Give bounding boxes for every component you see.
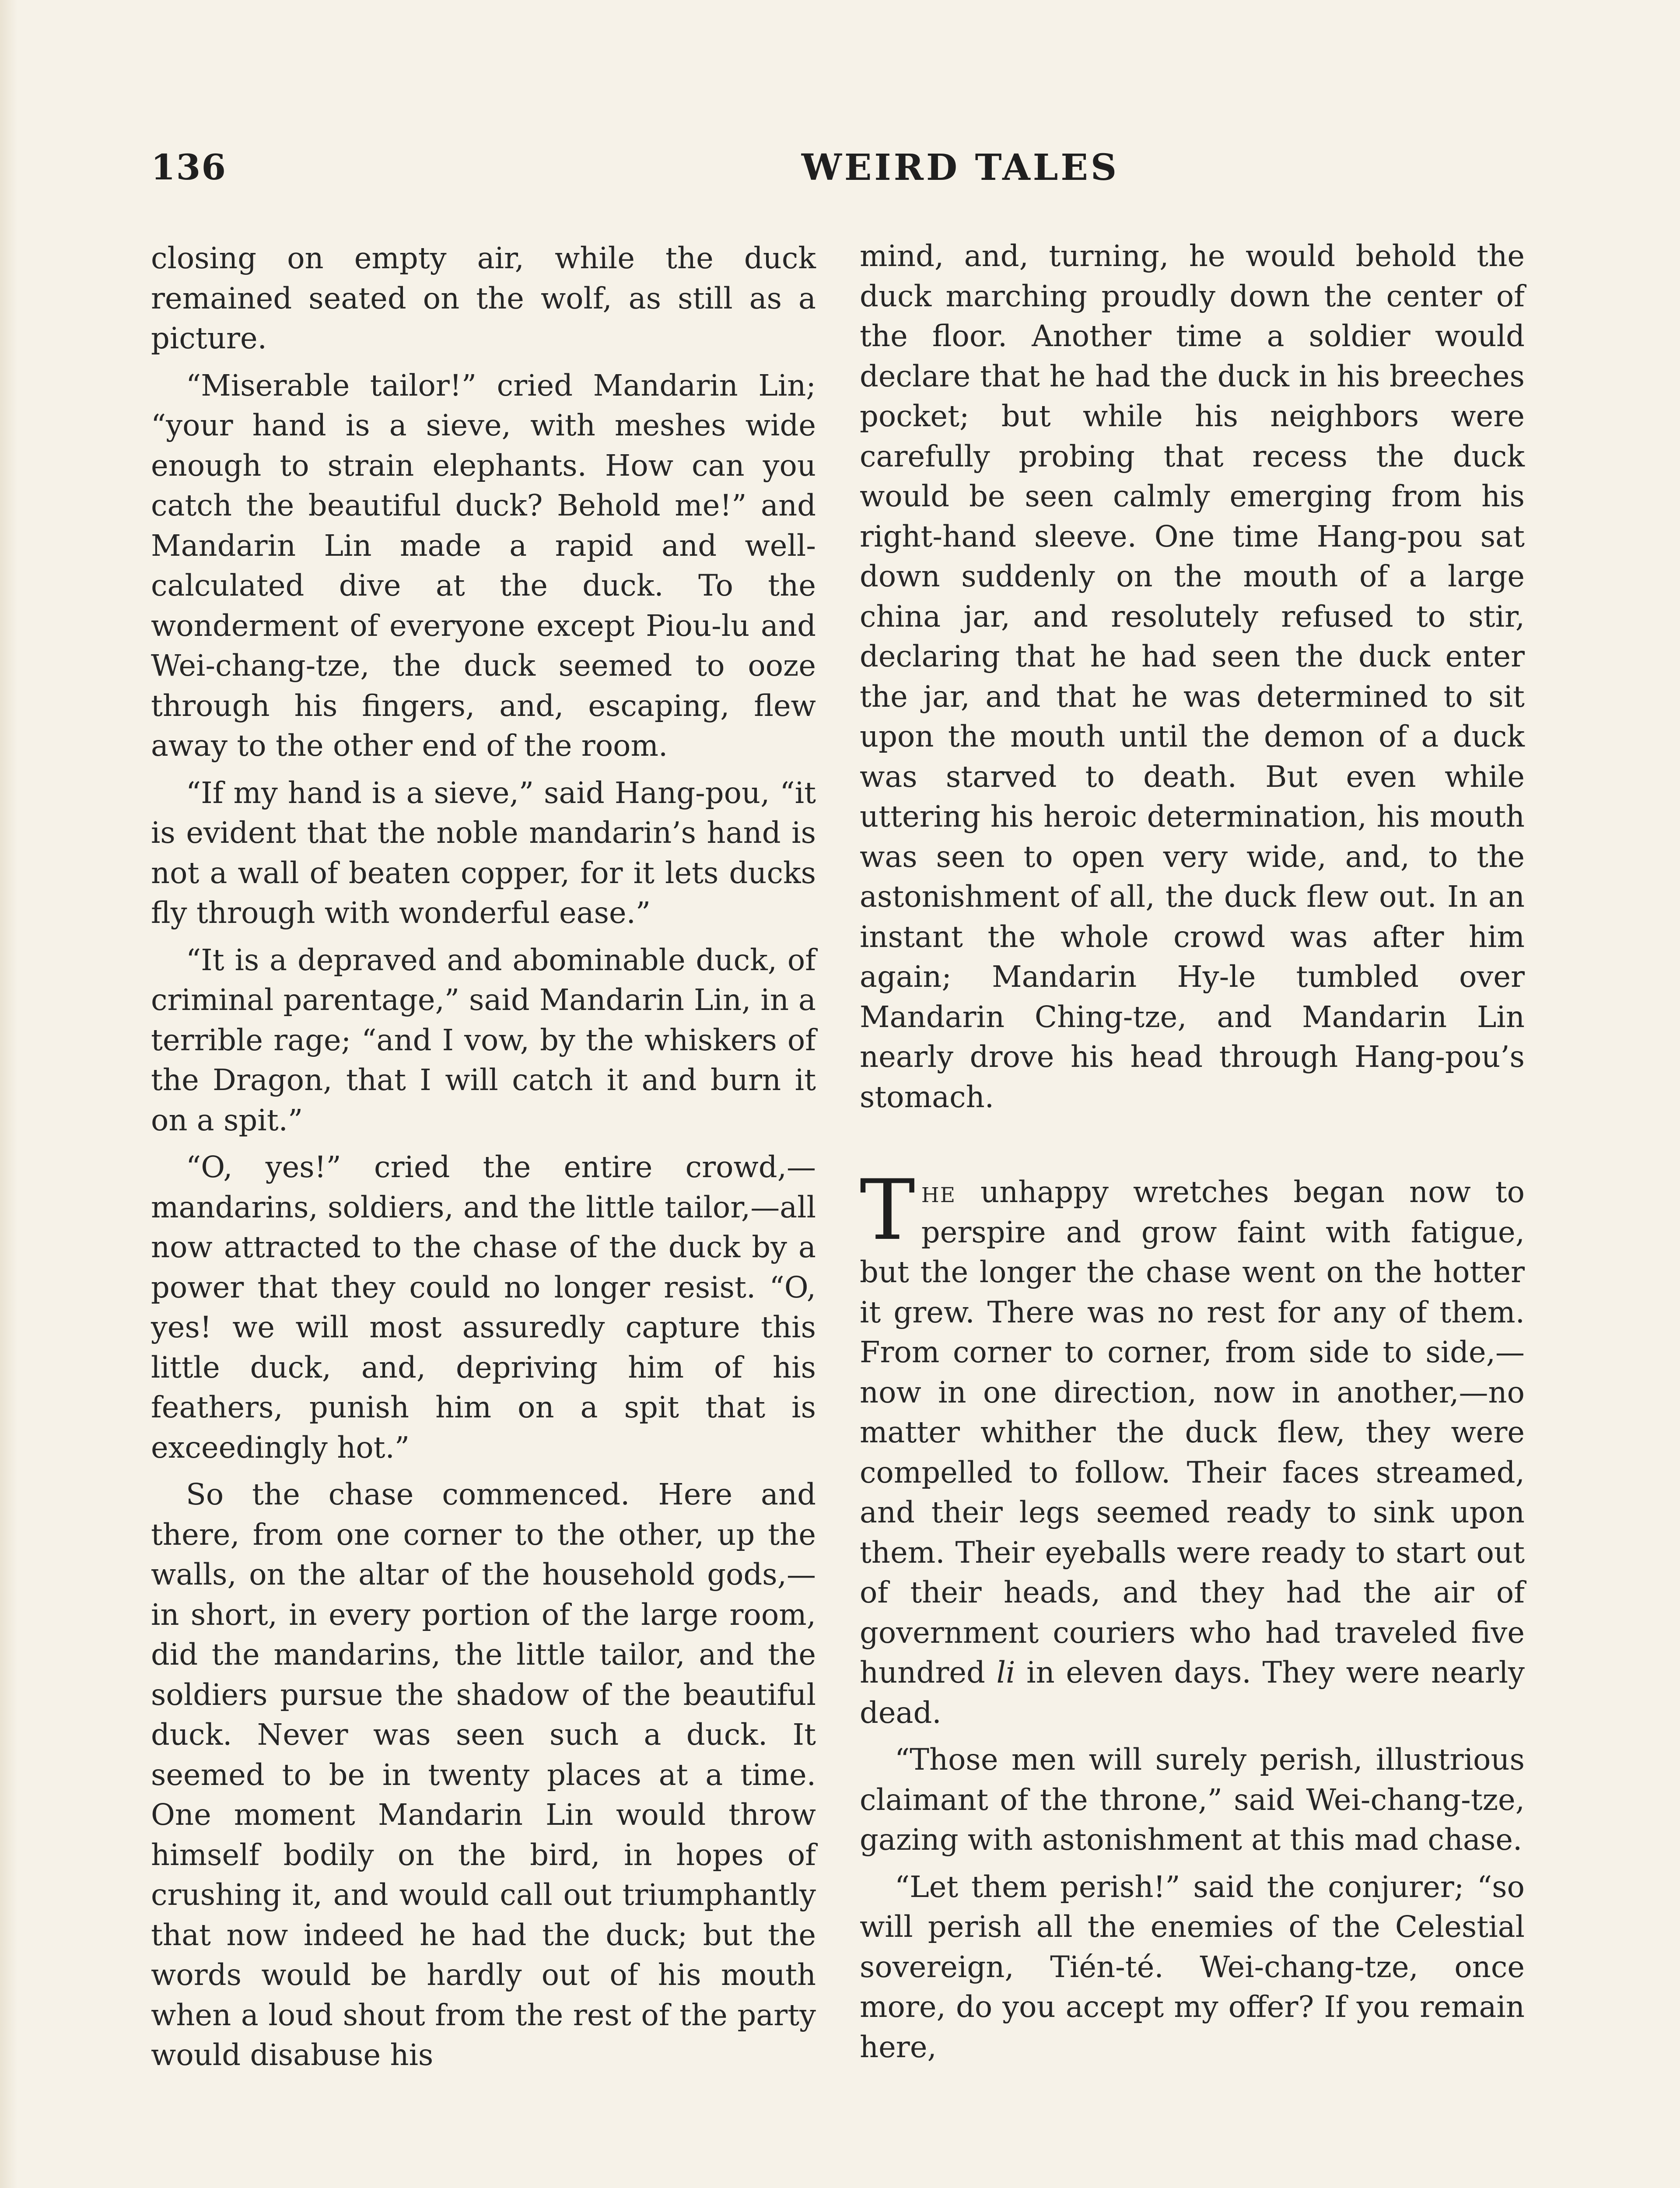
- paragraph: “If my hand is a sieve,” said Hang-pou, “it is evident that the noble mandarin’s hand is not a wall of beaten copper, for it lets ducks fly through with wonderful ease.”: [151, 775, 816, 930]
- paragraph-text: in eleven days. They were nearly dead.: [860, 1655, 1525, 1730]
- paragraph: “It is a depraved and abominable duck, of criminal parentage,” said Mandarin Lin, in a terrible rage; “and I vow, by the whiskers of the Dragon, that I will catch it and burn it on a spit.”: [151, 943, 816, 1137]
- section-break: [860, 1124, 1525, 1172]
- left-column: [151, 238, 816, 2083]
- small-caps-lead: he: [921, 1175, 956, 1209]
- italic-word: li: [996, 1655, 1015, 1690]
- page-header: [151, 147, 1529, 203]
- paragraph-text: unhappy wretches began now to perspire and grow faint with fatigue, but the longer the chase went on the hotter it grew. There was no rest for any of them. From corner to corner, from side to side,—now in one direction, now in another,—no matter whither the duck flew, they were compelled to follow. Their faces streamed, and their legs seemed ready to sink upon them. Their eyeballs were ready to start out of their heads, and they had the air of government couriers who had traveled five hundred: [860, 1175, 1525, 1690]
- drop-cap: T: [860, 1162, 915, 1259]
- paragraph: mind, and, turning, he would behold the duck marching proudly down the center of the floor. Another time a soldier would declare that he had the duck in his breeches pocket; but while his neighbors were carefully probing that recess the duck would be seen calmly emerging from his right-hand sleeve. One time Hang-pou sat down suddenly on the mouth of a large china jar, and resolutely refused to stir, declaring that he had seen the duck enter the jar, and that he was determined to sit upon the mouth until the demon of a duck was starved to death. But even while uttering his heroic determination, his mouth was seen to open very wide, and, to the astonishment of all, the duck flew out. In an instant the whole crowd was after him again; Mandarin Hy-le tumbled over Mandarin Ching-tze, and Mandarin Lin nearly drove his head through Hang-pou’s stomach.: [860, 239, 1525, 1114]
- paragraph: “Those men will surely perish, illustrious claimant of the throne,” said Wei-chang-tze, gazing with astonishment at this mad chase.: [860, 1743, 1525, 1857]
- paragraph: “Miserable tailor!” cried Mandarin Lin; “your hand is a sieve, with meshes wide enough to strain elephants. How can you catch the beautiful duck? Behold me!” and Mandarin Lin made a rapid and well-calculated dive at the duck. To the wonderment of everyone except Piou-lu and Wei-chang-tze, the duck seemed to ooze through his fingers, and, escaping, flew away to the other end of the room.: [151, 368, 816, 763]
- binding-shadow: [0, 0, 18, 2188]
- dropcap-paragraph: [860, 1162, 1525, 1733]
- paragraph: So the chase commenced. Here and there, from one corner to the other, up the walls, on the altar of the household gods,—in short, in every portion of the large room, did the mandarins, the little tailor, and the soldiers pursue the shadow of the beautiful duck. Never was seen such a duck. It seemed to be in twenty places at a time. One moment Mandarin Lin would throw himself bodily on the bird, in hopes of crushing it, and would call out triumphantly that now indeed he had the duck; but the words would be hardly out of his mouth when a loud shout from the rest of the party would disabuse his: [151, 1477, 816, 2072]
- paragraph: closing on empty air, while the duck remained seated on the wolf, as still as a picture.: [151, 241, 816, 355]
- page-number: 136: [151, 147, 227, 188]
- running-title: WEIRD TALES: [801, 147, 1120, 189]
- paragraph: “Let them perish!” said the conjurer; “so will perish all the enemies of the Celestial sovereign, Tién-té. Wei-chang-tze, once more, do you accept my offer? If you remain here,: [860, 1869, 1525, 2064]
- paragraph: “O, yes!” cried the entire crowd,—mandarins, soldiers, and the little tailor,—all now attracted to the chase of the duck by a power that they could no longer resist. “O, yes! we will most assuredly capture this little duck, and, depriving him of his feathers, punish him on a spit that is exceedingly hot.”: [151, 1150, 816, 1465]
- right-column: [860, 236, 1525, 2074]
